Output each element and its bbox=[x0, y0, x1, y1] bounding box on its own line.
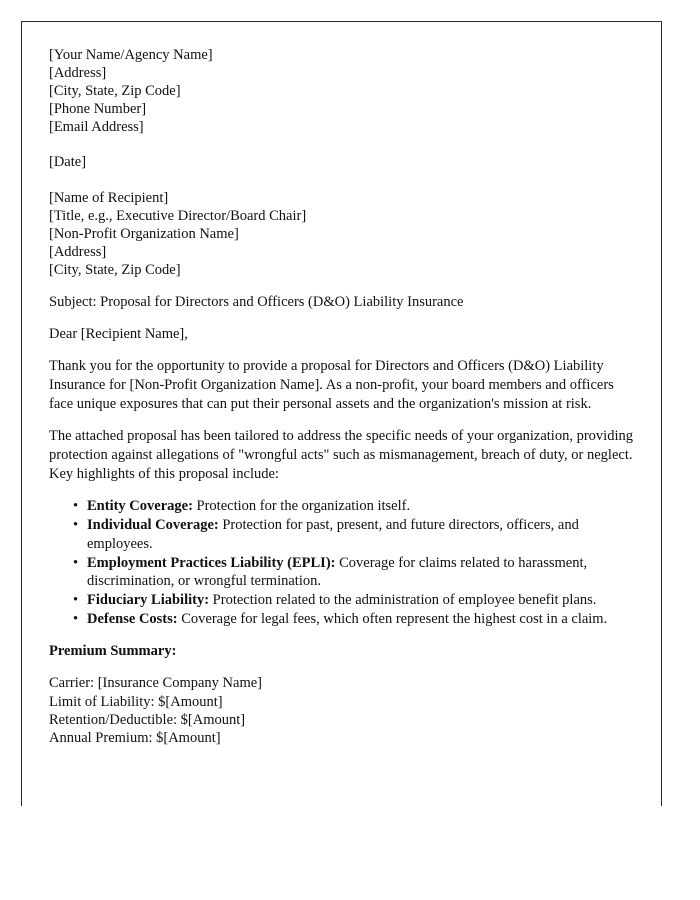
sender-address-block bbox=[49, 46, 641, 136]
sender-line: [Address] bbox=[49, 65, 107, 82]
body-paragraph: Thank you for the opportunity to provide a proposal for Directors and Officers (D&O) Liability Insurance for [Non-Profit Organization Name]. As a non-profit, your board members and officers face unique exposures that can put their personal assets and the organization's mission at risk. bbox=[49, 358, 614, 412]
recipient-line: [Address] bbox=[49, 243, 107, 260]
letter-content bbox=[49, 46, 641, 747]
spacer bbox=[49, 660, 641, 674]
list-item-text: Protection related to the administration of employee benefit plans. bbox=[209, 591, 597, 608]
premium-summary-block bbox=[49, 674, 641, 746]
list-item-lead: Defense Costs: bbox=[87, 610, 178, 627]
list-item-text: Protection for the organization itself. bbox=[192, 498, 411, 515]
sender-line: [Your Name/Agency Name] bbox=[49, 47, 213, 63]
date-block bbox=[49, 153, 641, 171]
sender-line: [Email Address] bbox=[49, 119, 144, 136]
premium-summary-line: Carrier: [Insurance Company Name] bbox=[49, 675, 262, 692]
recipient-line: [Name of Recipient] bbox=[49, 189, 169, 206]
spacer bbox=[49, 279, 641, 293]
list-item bbox=[87, 610, 641, 629]
list-item-lead: Individual Coverage: bbox=[87, 517, 219, 534]
list-item bbox=[87, 554, 641, 591]
list-item-lead: Employment Practices Liability (EPLI): bbox=[87, 554, 336, 571]
spacer bbox=[49, 413, 641, 427]
premium-summary-line: Limit of Liability: $[Amount] bbox=[49, 693, 223, 710]
spacer bbox=[49, 311, 641, 325]
spacer bbox=[49, 343, 641, 357]
sender-line: [Phone Number] bbox=[49, 101, 147, 118]
list-item-lead: Fiduciary Liability: bbox=[87, 591, 210, 608]
recipient-line: [Title, e.g., Executive Director/Board Chair] bbox=[49, 207, 307, 224]
list-item bbox=[87, 516, 641, 553]
list-item-lead: Entity Coverage: bbox=[87, 498, 193, 515]
list-item-text: Coverage for legal fees, which often represent the highest cost in a claim. bbox=[177, 610, 608, 627]
spacer bbox=[49, 172, 641, 189]
subject-line: Subject: Proposal for Directors and Officers (D&O) Liability Insurance bbox=[49, 294, 464, 311]
spacer bbox=[49, 483, 641, 497]
recipient-line: [City, State, Zip Code] bbox=[49, 261, 181, 278]
sender-line: [City, State, Zip Code] bbox=[49, 83, 181, 100]
recipient-line: [Non-Profit Organization Name] bbox=[49, 225, 239, 242]
list-item bbox=[87, 591, 641, 610]
date-line: [Date] bbox=[49, 154, 87, 171]
highlights-list bbox=[49, 497, 662, 628]
list-item-text: Coverage for claims related to harassment, discrimination, or wrongful termination. bbox=[87, 554, 588, 590]
spacer bbox=[49, 628, 641, 642]
list-item-text: Protection for past, present, and future directors, officers, and employees. bbox=[87, 517, 579, 552]
list-item bbox=[87, 497, 641, 516]
salutation: Dear [Recipient Name], bbox=[49, 326, 188, 343]
premium-summary-line: Annual Premium: $[Amount] bbox=[49, 729, 221, 746]
document-page bbox=[21, 21, 662, 806]
spacer bbox=[49, 136, 641, 153]
premium-summary-line: Retention/Deductible: $[Amount] bbox=[49, 711, 246, 728]
premium-summary-heading: Premium Summary: bbox=[49, 643, 177, 660]
body-paragraph: The attached proposal has been tailored to address the specific needs of your organization, providing protection against allegations of "wrongful acts" such as mismanagement, breach of duty, or neglect. Key highlights of this proposal include: bbox=[49, 428, 633, 482]
recipient-address-block bbox=[49, 189, 641, 279]
